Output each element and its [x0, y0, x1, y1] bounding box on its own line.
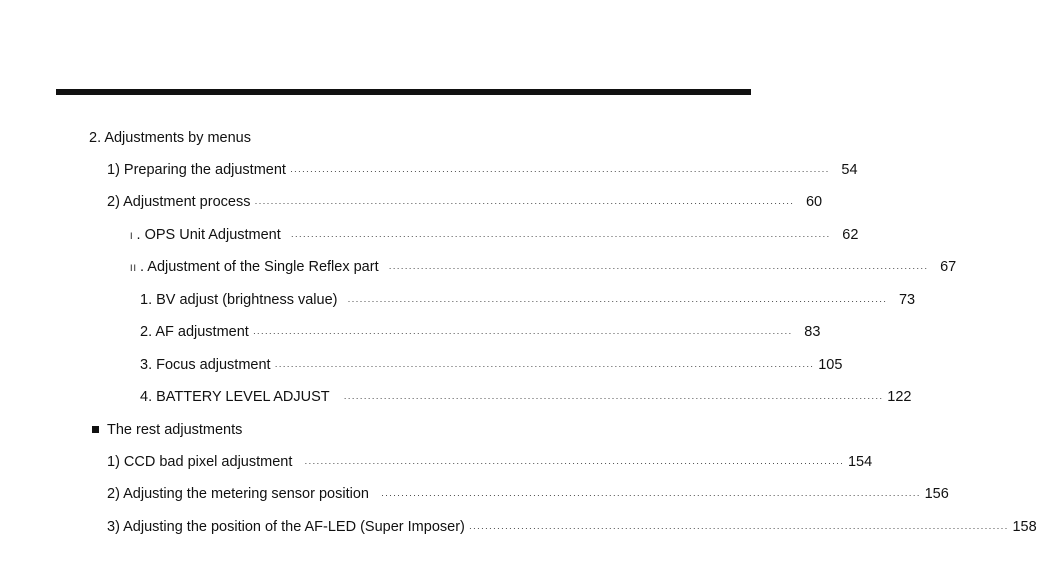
toc-entry-title: . Adjustment of the Single Reflex part — [140, 259, 379, 275]
toc-entry-title: 1. BV adjust (brightness value) — [140, 292, 338, 308]
toc-entry[interactable] — [107, 485, 949, 504]
leader-dots: ······································································································································· — [343, 393, 884, 403]
toc-entry-title: 4. BATTERY LEVEL ADJUST — [140, 389, 330, 405]
toc-entry-page: 67 — [940, 259, 957, 275]
top-rule — [56, 89, 751, 95]
toc-entry[interactable] — [140, 356, 843, 375]
leader-dots: ······································································································································· — [388, 263, 929, 273]
leader-dots: ······································································································································· — [289, 166, 830, 176]
toc-entry-page: 154 — [847, 454, 873, 470]
toc-entry-page: 158 — [1012, 519, 1037, 535]
leader-dots: ······································································································································· — [380, 490, 921, 500]
leader-dots: ······································································································································· — [252, 328, 793, 338]
toc-entry-title: 1) CCD bad pixel adjustment — [107, 454, 293, 470]
toc-entry-title: 2) Adjustment process — [107, 194, 251, 210]
toc-entry-page: 60 — [805, 194, 823, 210]
roman-numeral-marker: I — [130, 231, 134, 241]
toc-entry[interactable] — [140, 323, 821, 342]
leader-dots: ······································································································································· — [347, 296, 888, 306]
leader-dots: ······································································································································· — [254, 198, 795, 208]
toc-entry[interactable] — [107, 161, 858, 180]
toc-entry-title: 3. Focus adjustment — [140, 357, 271, 373]
toc-entry[interactable] — [107, 518, 1037, 537]
toc-entry[interactable] — [140, 291, 916, 310]
toc-entry-title: 1) Preparing the adjustment — [107, 162, 286, 178]
toc-entry[interactable] — [130, 258, 957, 277]
toc-entry-page: 73 — [898, 292, 916, 308]
leader-dots: ······································································································································· — [290, 231, 831, 241]
toc-entry-page: 122 — [887, 389, 912, 405]
toc-entry-page: 54 — [841, 162, 858, 178]
toc-entry[interactable] — [130, 226, 859, 245]
toc-entry-page: 156 — [924, 486, 949, 502]
roman-numeral-marker: II — [130, 263, 138, 273]
toc-entry-title: 3) Adjusting the position of the AF-LED (Super Imposer) — [107, 519, 465, 535]
leader-dots: ······································································································································· — [468, 523, 1009, 533]
section-heading-rest-label: The rest adjustments — [107, 422, 243, 438]
toc-entry-title: 2) Adjusting the metering sensor position — [107, 486, 369, 502]
toc-entry[interactable] — [107, 453, 873, 472]
section-heading-rest — [92, 421, 242, 439]
square-bullet-icon — [92, 426, 99, 433]
toc-entry-page: 62 — [842, 227, 859, 243]
toc-entry[interactable] — [107, 193, 823, 212]
leader-dots: ······································································································································· — [304, 458, 844, 468]
toc-entry-title: . OPS Unit Adjustment — [136, 227, 281, 243]
toc-entry-page: 105 — [818, 357, 843, 373]
section-heading-menus: 2. Adjustments by menus — [89, 130, 251, 146]
toc-entry-title: 2. AF adjustment — [140, 324, 249, 340]
toc-entry-page: 83 — [804, 324, 821, 340]
toc-entry[interactable] — [140, 388, 912, 407]
leader-dots: ······································································································································· — [274, 361, 815, 371]
